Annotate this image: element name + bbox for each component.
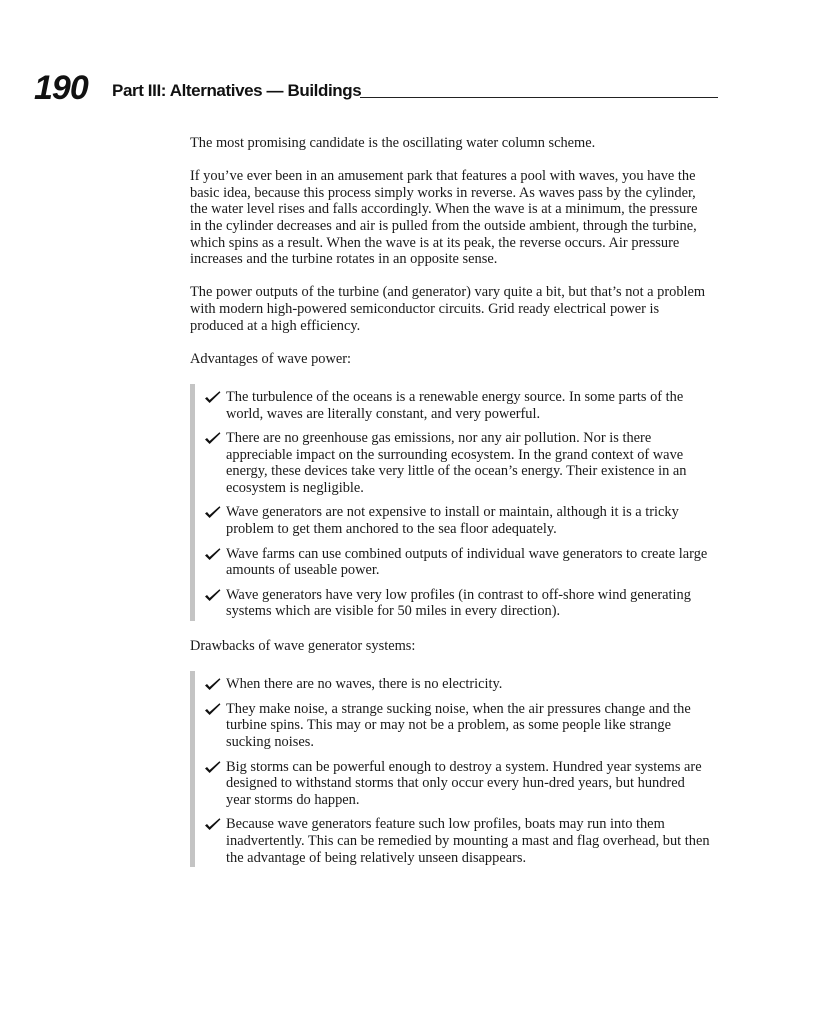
list-item <box>204 816 710 866</box>
checkmark-icon <box>204 816 226 833</box>
list-item-text: Wave farms can use combined outputs of individual wave generators to create large amounts of useable power. <box>226 545 708 579</box>
list-item <box>204 676 710 693</box>
running-head: Part III: Alternatives — Buildings <box>112 81 362 100</box>
list-item-text: When there are no waves, there is no electricity. <box>226 675 503 692</box>
checkmark-icon <box>204 546 226 563</box>
checkmark-icon <box>204 389 226 406</box>
paragraph-amusement-park: If you’ve ever been in an amusement park that features a pool with waves, you have the basic idea, because this process simply works in reverse. As waves pass by the cylinder, the water level rises and falls accordingly. When the wave is at a minimum, the pressure in the cylinder decreases and air is pulled from the outside ambient, through the turbine, which spins as a result. When the wave is at its peak, the reverse occurs. Air pressure increases and the turbine rotates in an opposite sense. <box>190 168 698 268</box>
checkmark-icon <box>204 430 226 447</box>
list-item-text: They make noise, a strange sucking noise, when the air pressures change and the turbine spins. This may or may not be a problem, as some people like strange sucking noises. <box>226 700 691 750</box>
list-item <box>204 759 710 809</box>
checkmark-icon <box>204 504 226 521</box>
list-item-text: Because wave generators feature such low profiles, boats may run into them inadvertently. This can be remedied by mounting a mast and flag overhead, but then the advantage of being relatively unseen disappears. <box>226 816 710 866</box>
list-item <box>204 389 710 422</box>
checkmark-icon <box>204 701 226 718</box>
list-item-text: There are no greenhouse gas emissions, nor any air pollution. Nor is there appreciable impact on the surrounding ecosystem. In the grand context of wave energy, these devices take very little of the ocean’s energy. Their existence in an ecosystem is negligible. <box>226 430 687 496</box>
list-item <box>204 430 710 496</box>
list-item <box>204 504 710 537</box>
paragraph-intro: The most promising candidate is the oscillating water column scheme. <box>190 135 596 151</box>
advantages-heading: Advantages of wave power: <box>190 350 352 367</box>
body-text <box>190 135 710 884</box>
checkmark-icon <box>204 587 226 604</box>
page-number: 190 <box>34 69 88 107</box>
list-item <box>204 587 710 620</box>
list-item-text: Big storms can be powerful enough to destroy a system. Hundred year systems are designed to withstand storms that only occur every hun-dred years, but hundred year storms do happen. <box>226 758 702 808</box>
list-item <box>204 546 710 579</box>
list-item-text: The turbulence of the oceans is a renewable energy source. In some parts of the world, waves are literally constant, and very powerful. <box>226 388 684 422</box>
paragraph-power-outputs: The power outputs of the turbine (and generator) vary quite a bit, but that’s not a problem with modern high-powered semiconductor circuits. Grid ready electrical power is produced at a high efficiency. <box>190 284 706 334</box>
list-item-text: Wave generators are not expensive to install or maintain, although it is a tricky problem to get them anchored to the sea floor adequately. <box>226 504 679 538</box>
header-rule <box>360 97 718 98</box>
drawbacks-list <box>190 671 710 867</box>
list-item <box>204 701 710 751</box>
checkmark-icon <box>204 676 226 693</box>
drawbacks-heading: Drawbacks of wave generator systems: <box>190 637 416 654</box>
checkmark-icon <box>204 759 226 776</box>
page-header <box>34 70 718 106</box>
advantages-list <box>190 384 710 621</box>
list-item-text: Wave generators have very low profiles (in contrast to off-shore wind generating systems which are visible for 50 miles in every direction). <box>226 586 691 620</box>
